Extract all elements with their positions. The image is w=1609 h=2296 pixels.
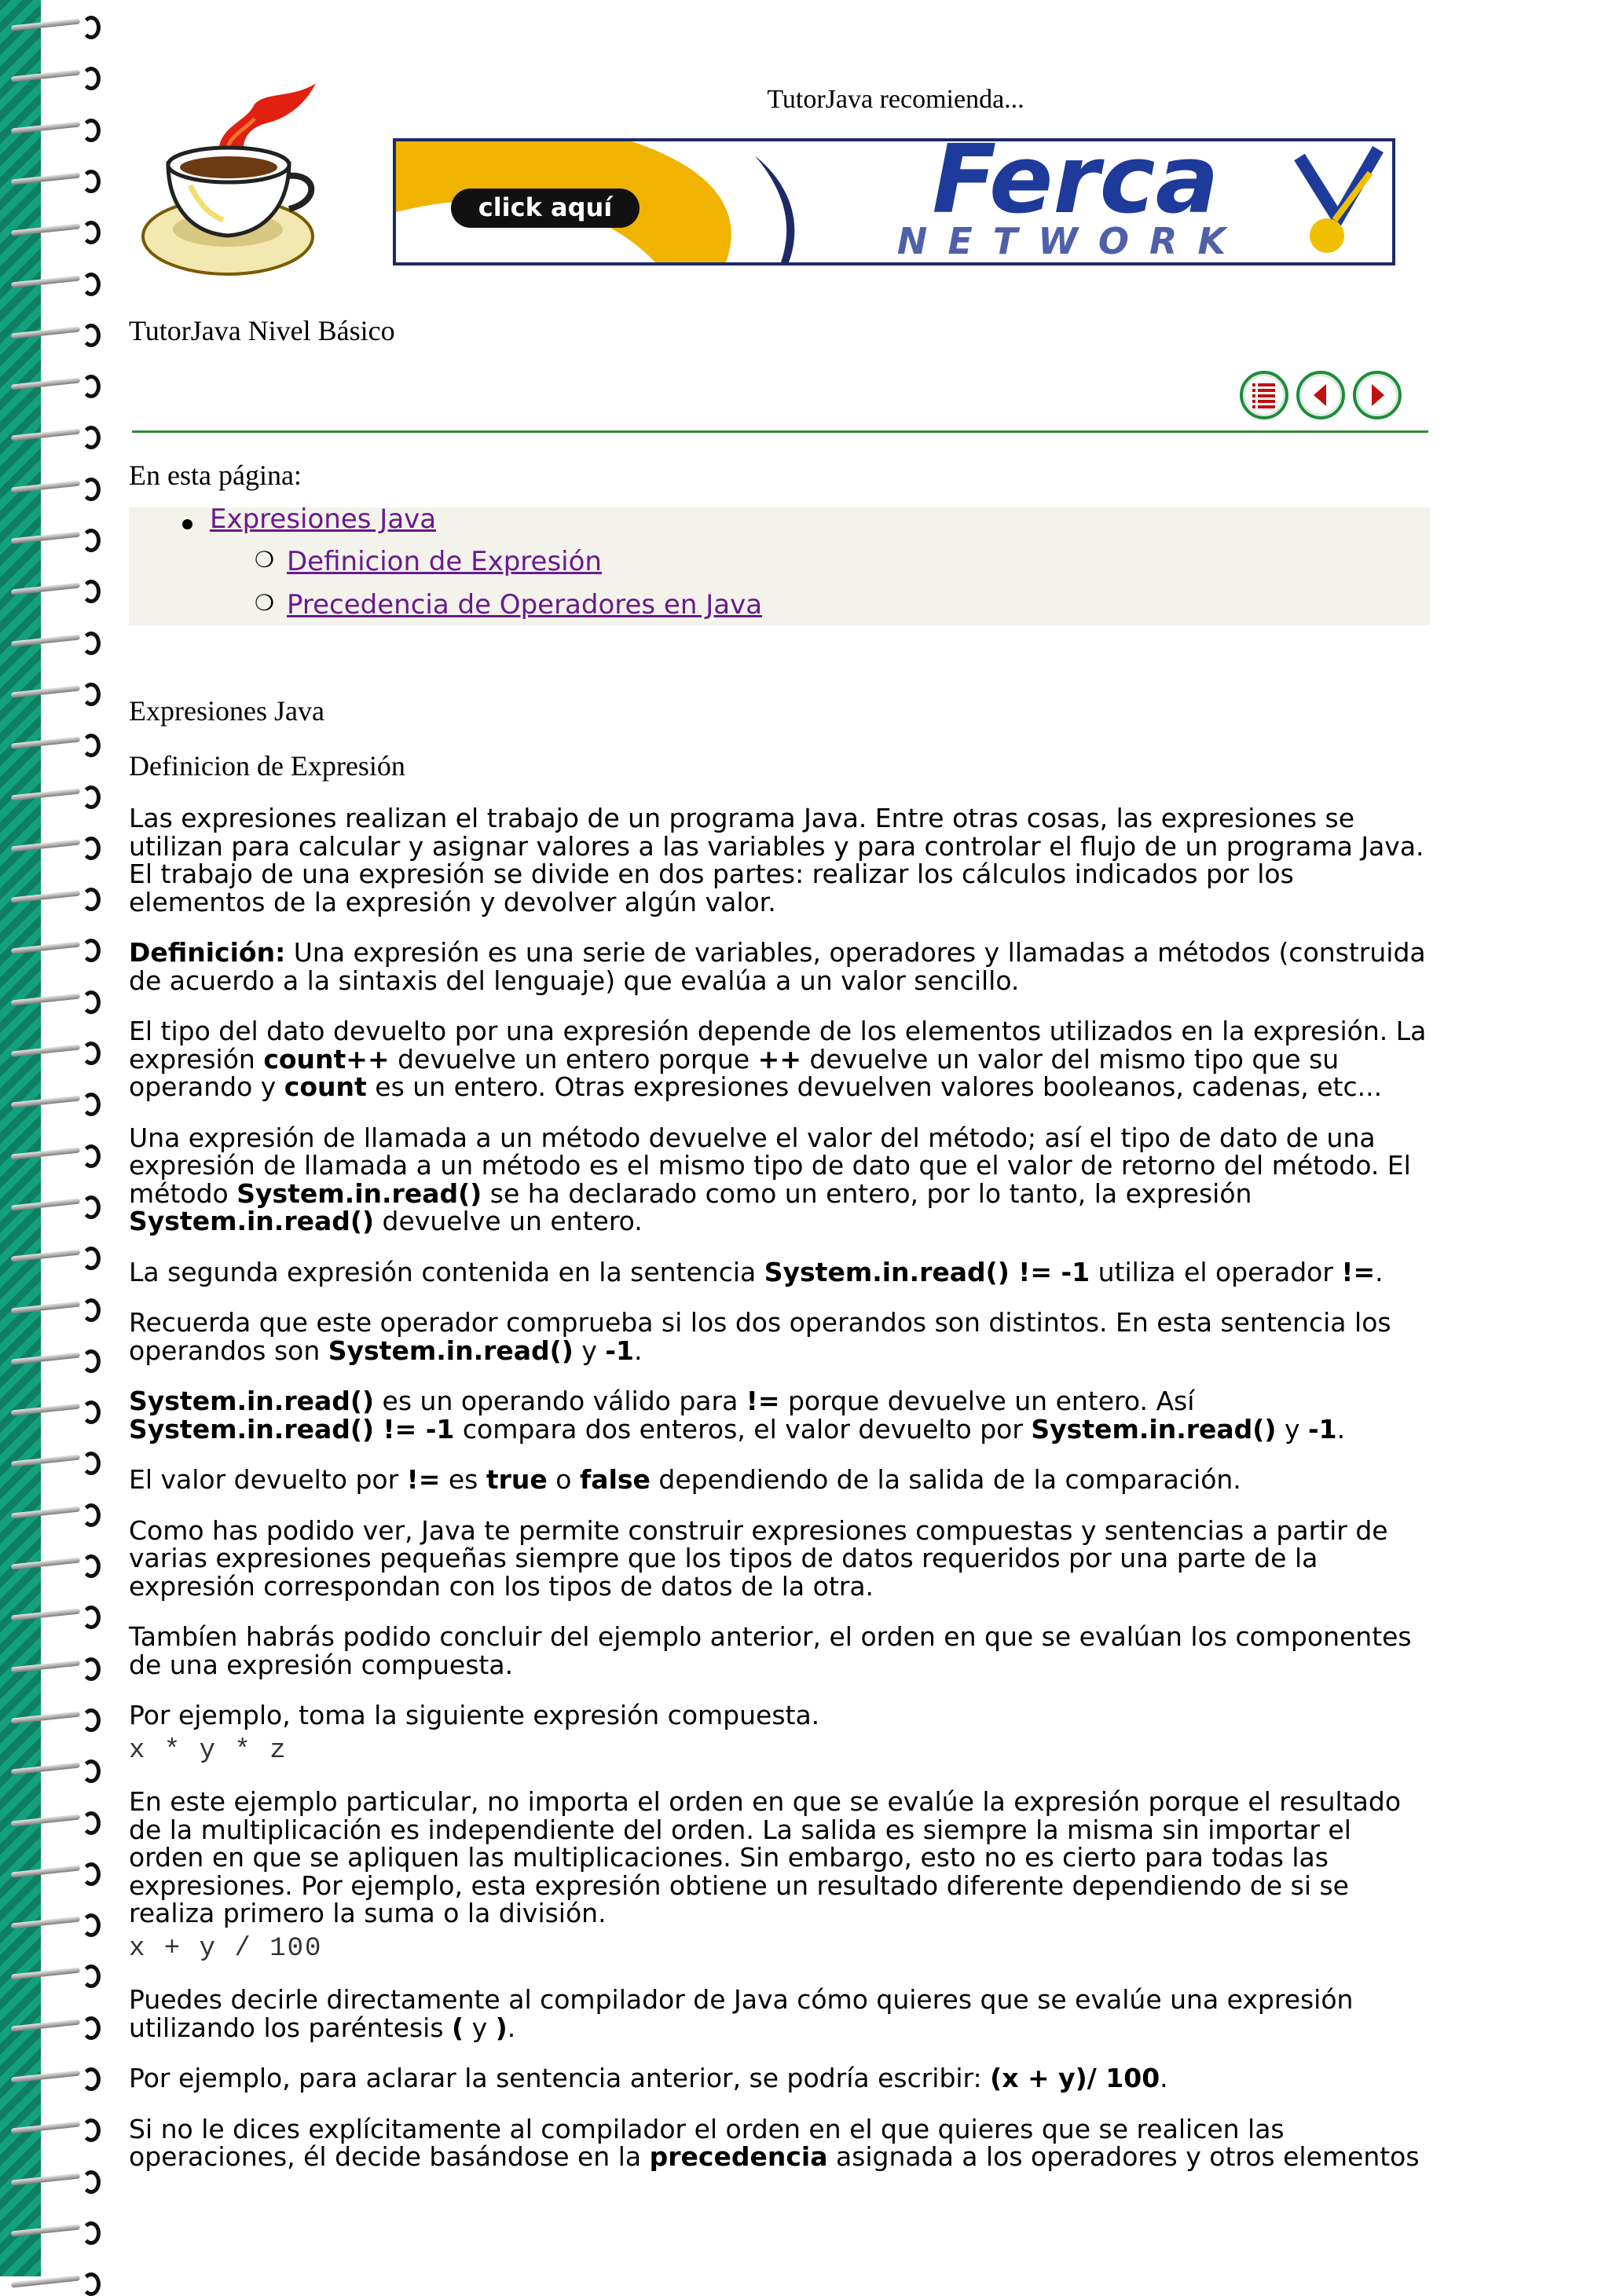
header-divider (132, 430, 1428, 433)
paragraph: Como has podido ver, Java te permite construir expresiones compuestas y sentencias a partir de varias expresiones pequeñas siempre que los tipos de datos requeridos por una parte de la expresión correspondan con los tipos de datos de la otra. (129, 1514, 1388, 1602)
binding-ring (11, 1551, 99, 1576)
binding-ring (11, 833, 99, 859)
binding-ring (11, 13, 99, 38)
section-subheading: Definicion de Expresión (129, 750, 405, 782)
recommend-text: TutorJava recomienda... (767, 85, 1024, 114)
binding-ring (11, 423, 99, 448)
toc-link-precedencia[interactable]: Precedencia de Operadores en Java (287, 589, 763, 621)
binding-ring (11, 1756, 99, 1782)
binding-ring (11, 2115, 99, 2140)
binding-ring (11, 1243, 99, 1269)
binding-ring (11, 218, 99, 243)
section-heading: Expresiones Java (129, 695, 324, 727)
binding-ring (11, 269, 99, 295)
binding-ring (11, 2218, 99, 2243)
paragraph: System.in.read() es un operando válido para != porque devuelve un entero. Así System.in.read() != -1 compara dos enteros, el valor devuelto por System.in.read() y -1. (129, 1386, 1346, 1445)
binding-ring (11, 1808, 99, 1833)
code-example: x + y / 100 (129, 1933, 323, 1964)
paragraph: El tipo del dato devuelto por una expresión depende de los elementos utilizados en la expresión. La expresión count++ devuelve un entero porque ++ devuelve un valor del mismo tipo que su operando y count es un entero. Otras expresiones devuelven valores booleanos, cadenas, etc... (129, 1016, 1427, 1102)
paragraph: Puedes decirle directamente al compilador de Java cómo quieres que se evalúe una expresión utilizando los paréntesis ( y ). (129, 1984, 1354, 2043)
binding-ring (11, 1192, 99, 1218)
binding-ring (11, 679, 99, 705)
article-body (129, 804, 1433, 2194)
ferca-network-banner[interactable] (393, 138, 1395, 265)
previous-arrow-icon[interactable] (1296, 371, 1345, 419)
binding-ring (11, 115, 99, 141)
binding-ring (11, 372, 99, 397)
binding-ring (11, 1859, 99, 1884)
paragraph: La segunda expresión contenida en la sentencia System.in.read() != -1 utiliza el operador !=. (129, 1256, 1384, 1287)
toc-box (129, 504, 1430, 625)
banner-click-label: click aquí (478, 192, 613, 222)
binding-ring (11, 2064, 99, 2089)
binding-ring (11, 2013, 99, 2038)
code-example: x * y * z (129, 1735, 288, 1766)
binding-ring (11, 2269, 99, 2294)
binding-ring (11, 1346, 99, 1371)
binding-ring (11, 628, 99, 654)
binding-ring (11, 1961, 99, 1987)
binding-ring (11, 884, 99, 910)
coffee-cup-logo (135, 75, 333, 286)
paragraph: En este ejemplo particular, no importa el orden en que se evalúe la expresión porque el resultado de la multiplicación es independiente del orden. La salida es siempre la misma sin importar el orden en que se apliquen las multiplicaciones. Sin embargo, esto no es cierto para todas las expresiones. Por ejemplo, esta expresión obtiene un resultado diferente dependiendo de si se realiza primero la suma o la división. (129, 1786, 1402, 1928)
binding-ring (11, 167, 99, 192)
binding-ring (11, 1397, 99, 1423)
toc-sub-bullet: ❍ (255, 547, 275, 573)
binding-ring (11, 1654, 99, 1679)
paragraph: Recuerda que este operador comprueba si los dos operandos son distintos. En esta sentencia los operandos son System.in.read() y -1. (129, 1307, 1391, 1366)
binding-ring (11, 1141, 99, 1166)
binding-ring (11, 474, 99, 500)
binding-ring (11, 1602, 99, 1628)
binding-ring (11, 1295, 99, 1320)
paragraph: Una expresión de llamada a un método devuelve el valor del método; así el tipo de dato de una expresión de llamada a un método es el mismo tipo de dato que el valor de retorno del método. El método System.in.read() se ha declarado como un entero, por lo tanto, la expresión System.in.read() devuelve un entero. (129, 1122, 1411, 1236)
paragraph: Si no le dices explícitamente al compilador el orden en el que quieres que se realicen las operaciones, él decide basándose en la precedencia asignada a los operadores y otros elementos (129, 2113, 1420, 2172)
toc-link-definicion[interactable]: Definicion de Expresión (287, 546, 602, 577)
paragraph: Definición: Una expresión es una serie de variables, operadores y llamadas a métodos (construida de acuerdo a la sintaxis del lenguaje) que evalúa a un valor sencillo. (129, 937, 1426, 996)
banner-brand-bottom: NETWORK (896, 220, 1247, 262)
binding-ring (11, 320, 99, 346)
binding-ring (11, 987, 99, 1013)
level-title: TutorJava Nivel Básico (129, 315, 395, 346)
banner-brand-top: Ferca (932, 141, 1219, 235)
toc-sub-bullet: ❍ (255, 590, 275, 616)
binding-ring (11, 2167, 99, 2192)
binding-ring (11, 577, 99, 602)
paragraph: Tambíen habrás podido concluir del ejemplo anterior, el orden en que se evalúan los componentes de una expresión compuesta. (129, 1621, 1412, 1680)
binding-ring (11, 1500, 99, 1525)
toc-bullet (182, 519, 192, 529)
binding-ring (11, 1705, 99, 1730)
paragraph: Las expresiones realizan el trabajo de un programa Java. Entre otras cosas, las expresiones se utilizan para calcular y asignar valores a las variables y para controlar el flujo de un programa Java. El trabajo de una expresión se divide en dos partes: realizar los cálculos indicados por los elementos de la expresión y devolver algún valor. (129, 803, 1424, 917)
next-arrow-icon[interactable] (1353, 371, 1402, 419)
binding-ring (11, 1089, 99, 1115)
nav-icons (1240, 371, 1402, 426)
paragraph: Por ejemplo, para aclarar la sentencia anterior, se podría escribir: (x + y)/ 100. (129, 2063, 1168, 2093)
list-icon[interactable] (1240, 371, 1288, 419)
binding-ring (11, 936, 99, 961)
binding-ring (11, 64, 99, 89)
spiral-binding (0, 0, 102, 2276)
binding-ring (11, 731, 99, 756)
binding-ring (11, 1448, 99, 1474)
paragraph: Por ejemplo, toma la siguiente expresión compuesta. (129, 1700, 820, 1730)
paragraph: El valor devuelto por != es true o false dependiendo de la salida de la comparación. (129, 1464, 1241, 1495)
binding-ring (11, 1910, 99, 1935)
binding-ring (11, 525, 99, 551)
toc-title: En esta página: (129, 460, 302, 491)
binding-ring (11, 782, 99, 807)
toc-link-expresiones-java[interactable]: Expresiones Java (210, 504, 437, 535)
binding-ring (11, 1038, 99, 1064)
